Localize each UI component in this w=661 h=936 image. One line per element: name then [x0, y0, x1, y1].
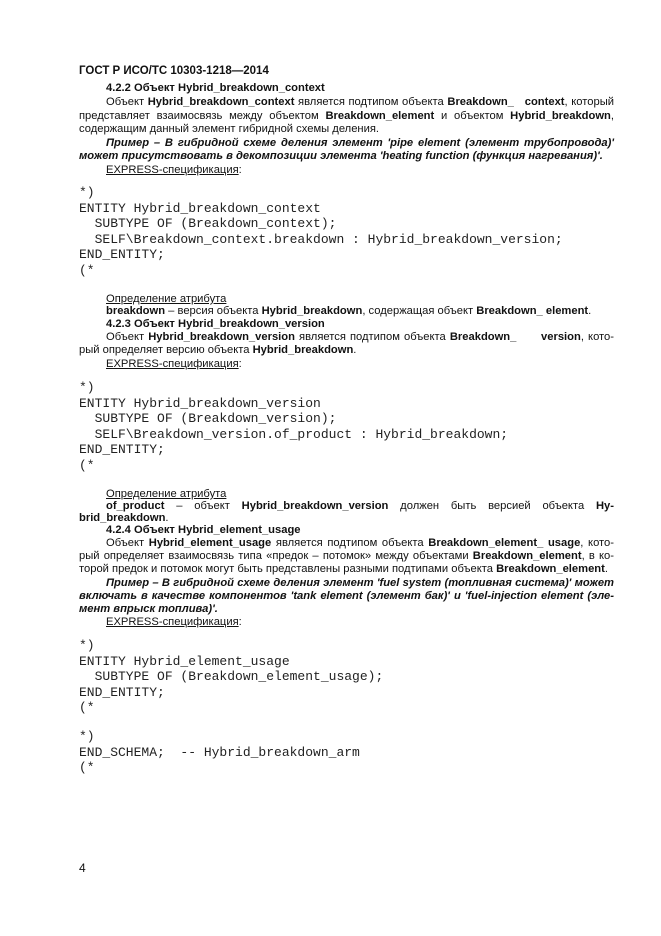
section-heading-4-2-2: 4.2.2 Объект Hybrid_breakdown_context [106, 82, 325, 94]
attribute-definition-title: Определение атрибута [106, 488, 227, 500]
paragraph-line: рый определяет взаимосвязь типа «предок – потомок» между объектами Breakdown_element, в ко- [79, 550, 614, 562]
example-text: мент впрыск топлива)'. [79, 603, 218, 615]
section-heading-4-2-4: 4.2.4 Объект Hybrid_element_usage [106, 524, 301, 536]
attribute-definition-title: Определение атрибута [106, 293, 227, 305]
paragraph-line: торой предок и потомок могут быть представлены разными подтипами объекта Breakdown_element. [79, 563, 608, 575]
paragraph-line: Объект Hybrid_breakdown_context является подтипом объекта Breakdown_ context, который [106, 96, 614, 108]
express-code-block: *) END_SCHEMA; -- Hybrid_breakdown_arm (* [79, 729, 360, 775]
paragraph-line: содержащим данный элемент гибридной схемы деления. [79, 123, 380, 135]
express-code-block: *) ENTITY Hybrid_breakdown_version SUBTYPE OF (Breakdown_version); SELF\Breakdown_version.of_product : Hybrid_breakdown; END_ENTITY; (* [79, 380, 509, 473]
paragraph-line: представляет взаимосвязь между объектом Breakdown_element и объектом Hybrid_breakdown, [79, 109, 614, 122]
express-spec-label: EXPRESS-спецификация: [106, 357, 242, 370]
paragraph-line: рый определяет версию объекта Hybrid_breakdown. [79, 344, 357, 356]
example-text: Пример – В гибридной схеме деления элемент 'pipe element (элемент трубопровода)' [106, 136, 614, 149]
example-text: Пример – В гибридной схеме деления элемент 'fuel system (топливная система)' может [106, 576, 614, 589]
express-code-block: *) ENTITY Hybrid_breakdown_context SUBTYPE OF (Breakdown_context); SELF\Breakdown_context.breakdown : Hybrid_breakdown_version; END_ENTITY; (* [79, 185, 563, 278]
attribute-definition: of_product – объект Hybrid_breakdown_version должен быть версией объекта Hy- [106, 500, 614, 512]
section-heading-4-2-3: 4.2.3 Объект Hybrid_breakdown_version [106, 318, 325, 330]
example-text: может присутствовать в декомпозиции элемента 'heating function (функция нагревания)'. [79, 150, 603, 162]
attribute-definition: brid_breakdown. [79, 512, 169, 524]
express-spec-label: EXPRESS-спецификация: [106, 616, 242, 628]
page-number: 4 [79, 861, 86, 875]
document-header: ГОСТ Р ИСО/ТС 10303-1218—2014 [79, 65, 269, 77]
paragraph-line: Объект Hybrid_breakdown_version является подтипом объекта Breakdown_ version, кото- [106, 331, 614, 343]
attribute-definition: breakdown – версия объекта Hybrid_breakdown, содержащая объект Breakdown_ element. [106, 305, 592, 317]
express-spec-label: EXPRESS-спецификация: [106, 163, 242, 176]
express-code-block: *) ENTITY Hybrid_element_usage SUBTYPE OF (Breakdown_element_usage); END_ENTITY; (* [79, 638, 384, 715]
example-text: включать в качестве компонентов 'tank element (элемент бак)' и 'fuel-injection element (эле- [79, 590, 614, 602]
paragraph-line: Объект Hybrid_element_usage является подтипом объекта Breakdown_element_ usage, кото- [106, 537, 614, 549]
